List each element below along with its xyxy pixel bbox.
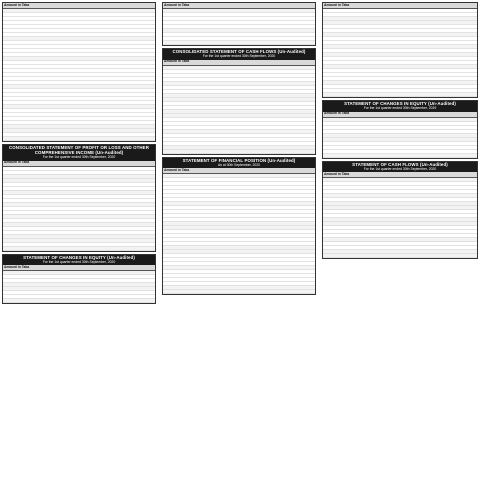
profit-or-loss-statement-continued [322, 2, 478, 98]
table-header-cell [460, 114, 477, 115]
table-row [163, 290, 315, 294]
table-header-cell [289, 62, 315, 63]
statement-subtitle: For the 1st quarter ended 30th September, 2020 [202, 53, 276, 58]
table-header-cell [129, 163, 155, 164]
table-header-label: Amount in Taka [4, 160, 30, 165]
table-header-label: Amount in Taka [4, 264, 30, 269]
table-header-label: Amount in Taka [324, 172, 350, 177]
table-row [323, 93, 477, 97]
table-header-cell [267, 5, 279, 6]
financial-position-statement [162, 157, 316, 296]
table-header-cell [426, 114, 443, 115]
table-header-cell [289, 170, 315, 171]
table-header-cell [291, 5, 303, 6]
table-header-cell [451, 174, 477, 175]
table-header-label: Amount in Taka [324, 111, 350, 116]
table-header-cell [451, 5, 477, 6]
statement-banner [3, 255, 155, 266]
table-header-cell [131, 267, 143, 268]
statement-banner [163, 49, 315, 60]
table-header-cell [409, 114, 426, 115]
statement-title: STATEMENT OF CASH FLOWS (Un-Audited) [352, 161, 448, 167]
table-header-cell [107, 267, 119, 268]
table-row [3, 247, 155, 251]
column-middle [162, 2, 316, 478]
table-header-label: Amount in Taka [164, 168, 190, 173]
table-header-cell [279, 5, 291, 6]
statement-banner [323, 101, 477, 112]
table-header-cell [425, 5, 451, 6]
table-header-cell [129, 5, 155, 6]
statement-subtitle: For the 1st quarter ended 30th September, 2020 [42, 259, 116, 264]
table-row [3, 299, 155, 303]
table-header-cell [95, 267, 107, 268]
column-left [2, 2, 156, 478]
statement-subtitle: For the 1st quarter ended 30th September, 2019 [363, 105, 437, 110]
table-header-label: Amount in Taka [164, 2, 190, 7]
table-header-cell [255, 5, 267, 6]
table-row [3, 137, 155, 141]
table-header-label: Amount in Taka [164, 59, 190, 64]
statement-title: STATEMENT OF CHANGES IN EQUITY (Un-Audited) [23, 254, 135, 260]
table-header-cell [103, 5, 129, 6]
table-header-cell [263, 170, 289, 171]
table-header-cell [143, 267, 155, 268]
statement-banner [163, 158, 315, 169]
column-right [322, 2, 478, 478]
statement-title: CONSOLIDATED STATEMENT OF CASH FLOWS (Un-Audited) [172, 49, 306, 54]
table-header-cell [303, 5, 315, 6]
changes-in-equity-statement-prior-year [322, 100, 478, 159]
statement-banner [3, 145, 155, 161]
cash-flow-statement [162, 48, 316, 155]
table-header-cell [83, 267, 95, 268]
statement-subtitle: For the 1st quarter ended 30th September, 2020 [42, 154, 116, 159]
statement-title: CONSOLIDATED STATEMENT OF PROFIT OR LOSS AND OTHER COMPREHENSIVE INCOME (Un-Audited) [9, 145, 149, 155]
table-row [163, 41, 315, 45]
table-row [323, 254, 477, 258]
table-header-cell [425, 174, 451, 175]
statement-subtitle: For the 1st quarter ended 30th September, 2020 [363, 166, 437, 171]
statement-title: STATEMENT OF FINANCIAL POSITION (Un-Audited) [182, 157, 296, 163]
cash-flow-statement-standalone [322, 161, 478, 260]
changes-in-equity-statement-continued [162, 2, 316, 46]
changes-in-equity-statement [2, 254, 156, 305]
table-header-cell [263, 62, 289, 63]
statement-title: STATEMENT OF CHANGES IN EQUITY (Un-Audited) [344, 101, 456, 106]
financial-position-statement-continued [2, 2, 156, 142]
table-row [163, 150, 315, 154]
statement-subtitle: As at 30th September, 2020 [217, 162, 261, 167]
statement-banner [323, 162, 477, 173]
table-header-cell [243, 5, 255, 6]
table-header-cell [119, 267, 131, 268]
table-header-cell [443, 114, 460, 115]
table-header-cell [392, 114, 409, 115]
table-header-cell [103, 163, 129, 164]
table-header-label: Amount in Taka [4, 2, 30, 7]
table-row [323, 154, 477, 158]
table-header-label: Amount in Taka [324, 2, 350, 7]
profit-or-loss-statement [2, 144, 156, 252]
